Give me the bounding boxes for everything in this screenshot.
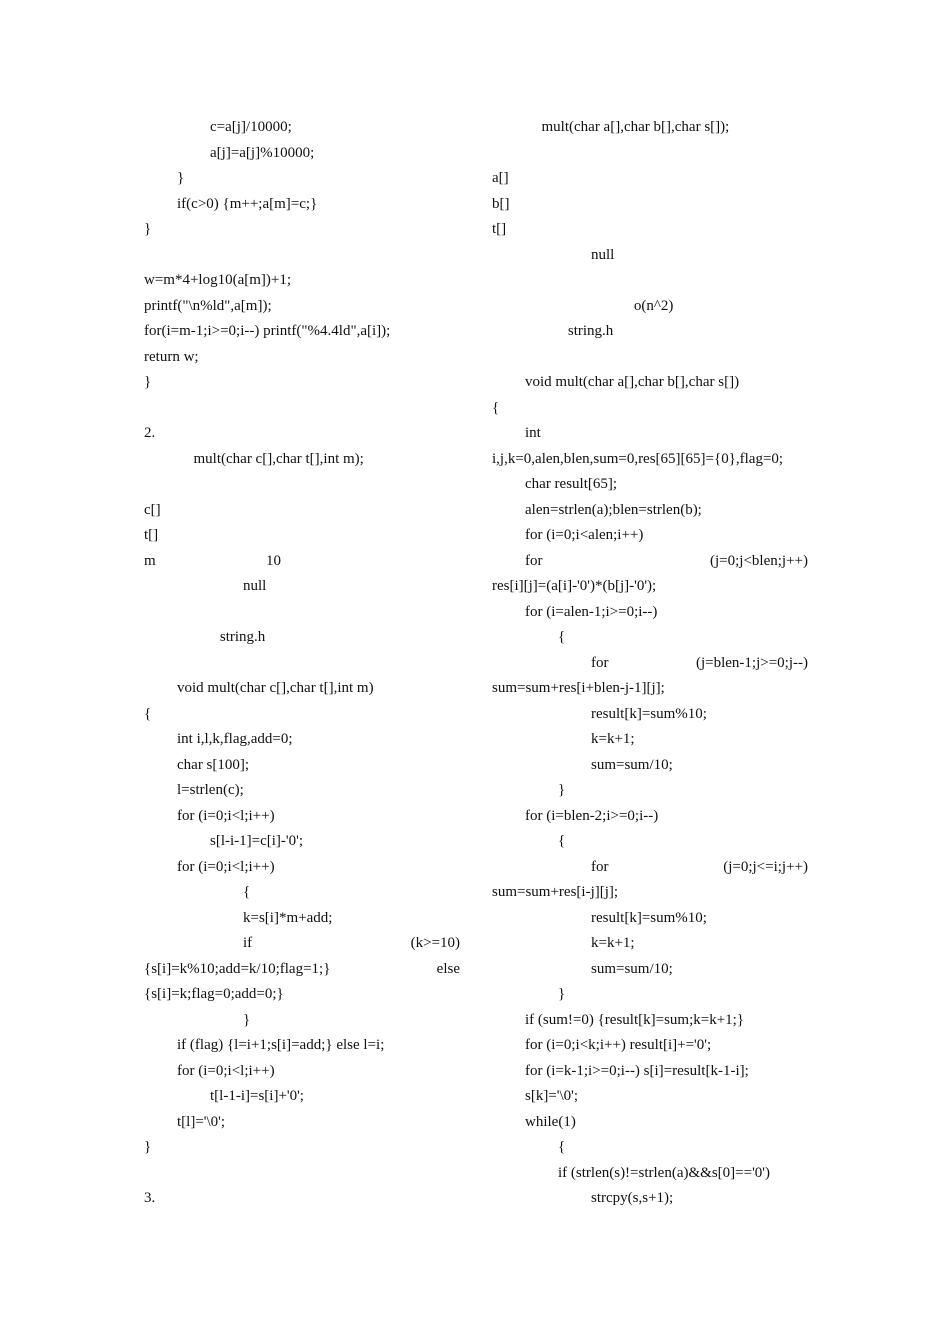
code-line xyxy=(525,549,808,575)
code-line: for(i=m-1;i>=0;i--) printf("%4.4ld",a[i]); xyxy=(144,323,391,339)
code-token: (j=0;j<blen;j++) xyxy=(710,552,808,569)
code-line xyxy=(144,957,460,983)
code-line: char result[65]; xyxy=(525,476,618,492)
code-line: sum=sum+res[i-j][j]; xyxy=(492,884,619,900)
code-line: { xyxy=(558,629,566,645)
code-line: s[k]='\0'; xyxy=(525,1088,579,1104)
code-line: } xyxy=(243,1011,251,1028)
code-token: (k>=10) xyxy=(410,935,460,951)
code-line: for (i=blen-2;i>=0;i--) xyxy=(525,807,659,824)
code-line: c=a[j]/10000; xyxy=(210,119,292,135)
code-token: m xyxy=(144,552,156,569)
code-token: if xyxy=(243,935,253,951)
code-line: c[] xyxy=(144,501,161,518)
code-line: strcpy(s,s+1); xyxy=(591,1190,674,1206)
code-line: result[k]=sum%10; xyxy=(591,909,707,926)
code-token: {s[i]=k%10;add=k/10;flag=1;} xyxy=(144,960,331,977)
code-line: null xyxy=(591,246,615,263)
code-line: return w; xyxy=(144,348,199,365)
code-line: for (i=0;i<l;i++) xyxy=(177,1062,275,1079)
code-line: char s[100]; xyxy=(177,756,250,773)
code-line: void mult(char c[],char t[],int m) xyxy=(177,680,374,696)
code-line: a[j]=a[j]%10000; xyxy=(210,144,315,161)
code-line: null xyxy=(243,578,267,594)
code-line: { xyxy=(492,399,500,416)
code-line: t[] xyxy=(144,527,159,543)
code-line: {s[i]=k;flag=0;add=0;} xyxy=(144,986,284,1002)
code-line: t[l]='\0'; xyxy=(177,1113,226,1130)
code-line: k=k+1; xyxy=(591,731,635,747)
code-line: 3. xyxy=(144,1190,156,1206)
code-line: 2. xyxy=(144,425,156,441)
code-line: if (sum!=0) {result[k]=sum;k=k+1;} xyxy=(525,1011,745,1028)
code-token: for xyxy=(591,654,609,671)
code-token: (j=blen-1;j>=0;j--) xyxy=(695,654,808,671)
code-line: sum=sum/10; xyxy=(591,756,673,773)
code-line: for (i=alen-1;i>=0;i--) xyxy=(525,603,658,620)
code-line: for (i=0;i<alen;i++) xyxy=(525,527,644,543)
code-line: o(n^2) xyxy=(633,297,674,314)
code-line: } xyxy=(558,986,566,1002)
code-line: mult(char a[],char b[],char s[]); xyxy=(541,119,730,135)
code-line: sum=sum/10; xyxy=(591,960,673,977)
code-line: { xyxy=(243,884,251,900)
code-line: if (flag) {l=i+1;s[i]=add;} else l=i; xyxy=(177,1037,385,1053)
code-line: } xyxy=(558,782,566,798)
code-line: printf("\n%ld",a[m]); xyxy=(144,297,272,314)
code-line: string.h xyxy=(567,323,614,339)
code-line xyxy=(243,931,460,957)
code-line xyxy=(591,855,808,881)
code-line: } xyxy=(144,221,152,237)
code-line: alen=strlen(a);blen=strlen(b); xyxy=(525,501,702,518)
code-line: while(1) xyxy=(525,1113,576,1130)
code-token: (j=0;j<=i;j++) xyxy=(723,858,808,875)
code-line: { xyxy=(558,833,566,849)
code-line: int xyxy=(525,425,541,441)
code-line: int i,l,k,flag,add=0; xyxy=(177,731,293,747)
code-line: t[] xyxy=(492,221,507,237)
code-line: l=strlen(c); xyxy=(177,782,244,798)
code-line: { xyxy=(144,705,152,722)
code-line xyxy=(144,549,460,575)
code-token: 10 xyxy=(266,552,281,569)
code-line: for (i=k-1;i>=0;i--) s[i]=result[k-1-i]; xyxy=(525,1062,749,1079)
code-token: for xyxy=(591,858,609,875)
code-line: for (i=0;i<k;i++) result[i]+='0'; xyxy=(525,1037,712,1053)
code-token: for xyxy=(525,552,543,569)
code-token: else xyxy=(436,960,460,977)
code-line: w=m*4+log10(a[m])+1; xyxy=(144,272,292,288)
code-line: } xyxy=(144,1139,152,1155)
code-line: } xyxy=(144,374,152,390)
code-line: if(c>0) {m++;a[m]=c;} xyxy=(177,195,318,212)
code-line: string.h xyxy=(219,629,266,645)
code-line: a[] xyxy=(492,170,509,186)
code-line: for (i=0;i<l;i++) xyxy=(177,807,275,824)
code-line: mult(char c[],char t[],int m); xyxy=(193,450,364,467)
code-line: k=s[i]*m+add; xyxy=(243,909,333,926)
code-line: sum=sum+res[i+blen-j-1][j]; xyxy=(492,680,665,696)
code-line: t[l-1-i]=s[i]+'0'; xyxy=(210,1088,304,1104)
code-line: b[] xyxy=(492,195,510,212)
code-line: } xyxy=(177,170,185,186)
code-line: result[k]=sum%10; xyxy=(591,705,707,722)
code-line: { xyxy=(558,1139,566,1155)
code-line: k=k+1; xyxy=(591,935,635,951)
code-line: void mult(char a[],char b[],char s[]) xyxy=(525,374,740,390)
code-line: if (strlen(s)!=strlen(a)&&s[0]=='0') xyxy=(558,1164,770,1181)
code-line: s[l-i-1]=c[i]-'0'; xyxy=(210,833,303,849)
code-line: res[i][j]=(a[i]-'0')*(b[j]-'0'); xyxy=(492,578,657,594)
code-line: i,j,k=0,alen,blen,sum=0,res[65][65]={0},flag=0; xyxy=(492,450,784,467)
code-line: for (i=0;i<l;i++) xyxy=(177,858,275,875)
code-line xyxy=(591,651,808,677)
